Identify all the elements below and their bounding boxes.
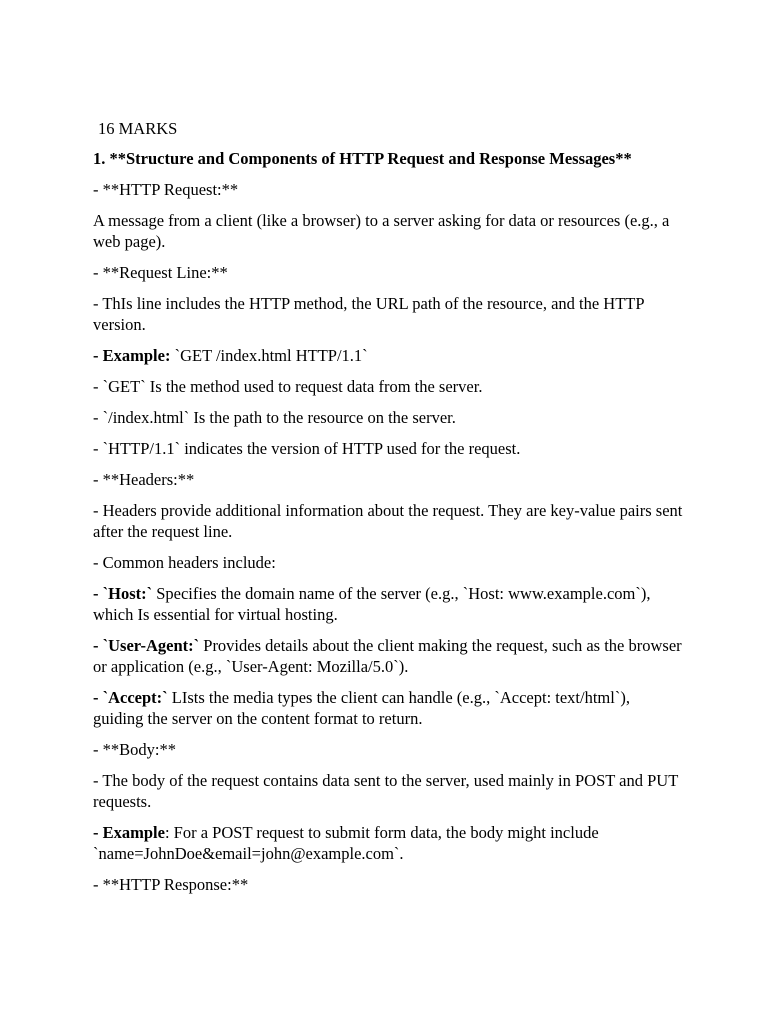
paragraph-example-body (93, 822, 683, 864)
paragraph-text: - `/index.html` Is the path to the resource on the server. (93, 408, 456, 427)
paragraph-text: - **HTTP Request:** (93, 180, 239, 199)
paragraph-text: - The body of the request contains data sent to the server, used mainly in POST and PUT requests. (93, 771, 678, 811)
document-page (93, 118, 683, 905)
paragraph-bold-lead: - Example (93, 823, 165, 842)
paragraph-text: - ThIs line includes the HTTP method, the URL path of the resource, and the HTTP version. (93, 294, 644, 334)
paragraph-text: - **Request Line:** (93, 263, 228, 282)
paragraph-get-method (93, 376, 683, 397)
paragraph-text: - **Body:** (93, 740, 176, 759)
paragraph-headers (93, 469, 683, 490)
paragraph-text: - **HTTP Response:** (93, 875, 249, 894)
paragraph-text: - `GET` Is the method used to request data from the server. (93, 377, 483, 396)
paragraph-text: Specifies the domain name of the server (e.g., `Host: www.example.com`), which Is essential for virtual hosting. (93, 584, 651, 624)
paragraph-bold-lead: - `Host:` (93, 584, 153, 603)
paragraph-http-response (93, 874, 683, 895)
marks-label: 16 MARKS (98, 119, 178, 138)
paragraph-text: - `HTTP/1.1` indicates the version of HTTP used for the request. (93, 439, 521, 458)
paragraph-bold-lead: - Example: (93, 346, 171, 365)
paragraph-body-description (93, 770, 683, 812)
paragraph-text: Provides details about the client making the request, such as the browser or application (e.g., `User-Agent: Mozilla/5.0`). (93, 636, 682, 676)
paragraph-common-headers (93, 552, 683, 573)
paragraph-text: - Common headers include: (93, 553, 276, 572)
paragraph-text: - Headers provide additional information about the request. They are key-value pairs sent after the request line. (93, 501, 683, 541)
paragraph-request-description (93, 210, 683, 252)
paragraph-headers-description (93, 500, 683, 542)
paragraph-example-request-line (93, 345, 683, 366)
paragraph-text: A message from a client (like a browser) to a server asking for data or resources (e.g., a web page). (93, 211, 670, 251)
paragraph-accept-header (93, 687, 683, 729)
paragraph-request-line (93, 262, 683, 283)
paragraph-host-header (93, 583, 683, 625)
paragraph-bold-lead: - `User-Agent:` (93, 636, 200, 655)
section-title: 1. **Structure and Components of HTTP Request and Response Messages** (93, 149, 632, 168)
paragraph-text: - **Headers:** (93, 470, 195, 489)
paragraph-bold-lead: - `Accept:` (93, 688, 168, 707)
paragraph-text: : For a POST request to submit form data, the body might include `name=JohnDoe&email=john@example.com`. (93, 823, 599, 863)
paragraph-http-request (93, 179, 683, 200)
paragraph-request-line-description (93, 293, 683, 335)
paragraph-user-agent-header (93, 635, 683, 677)
paragraph-text: `GET /index.html HTTP/1.1` (170, 346, 368, 365)
paragraph-body (93, 739, 683, 760)
paragraph-path (93, 407, 683, 428)
paragraph-text: LIsts the media types the client can handle (e.g., `Accept: text/html`), guiding the server on the content format to return. (93, 688, 630, 728)
paragraph-version (93, 438, 683, 459)
